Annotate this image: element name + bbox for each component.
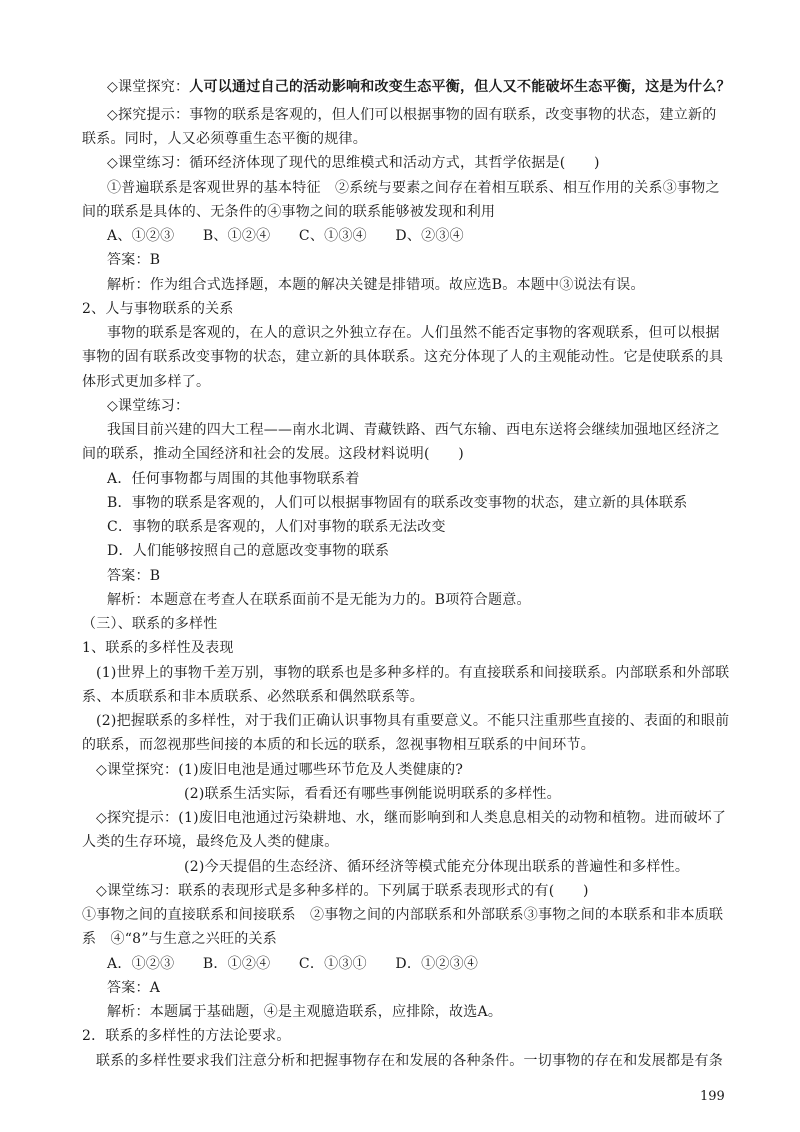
text-line: ◇课堂探究：(1)废旧电池是通过哪些环节危及人类健康的? — [96, 762, 464, 778]
text-line: ①事物之间的直接联系和间接联系 ②事物之间的内部联系和外部联系③事物之间的本联系和非本质联 — [82, 907, 724, 923]
option-line: A．任何事物都与周围的其他事物联系着 — [107, 471, 360, 487]
text-line: (2)把握联系的多样性，对于我们正确认识事物具有重要意义。不能只注重那些直接的、表面的和眼前 — [96, 713, 730, 729]
text-line — [107, 76, 731, 98]
text-line: ◇探究提示：(1)废旧电池通过污染耕地、水，继而影响到和人类息息相关的动物和植物。进而破坏了 — [96, 810, 727, 826]
section-heading: 2、人与事物联系的关系 — [82, 301, 234, 317]
text-line: 系 ④“8”与生意之兴旺的关系 — [82, 931, 277, 947]
text-line: 答案：B — [107, 252, 161, 268]
text-line: 体形式更加多样了。 — [82, 374, 211, 390]
section-heading: 2．联系的多样性的方法论要求。 — [82, 1028, 291, 1044]
text-line: 解析：本题属于基础题，④是主观臆造联系，应排除，故选A。 — [107, 1004, 503, 1020]
option-line: D．人们能够按照自己的意愿改变事物的联系 — [107, 543, 390, 559]
text-line: 事物的固有联系改变事物的状态，建立新的具体联系。这充分体现了人的主观能动性。它是使联系的具 — [82, 349, 724, 365]
text-line: 间的联系，推动全国经济和社会的发展。这段材料说明( ) — [82, 446, 464, 462]
text-line: ◇探究提示：事物的联系是客观的，但人们可以根据事物的固有联系，改变事物的状态，建立新的 — [107, 107, 717, 123]
text-line: ◇课堂练习：联系的表现形式是多种多样的。下列属于联系表现形式的有( ) — [96, 883, 589, 899]
page-number: 199 — [700, 1089, 725, 1104]
section-heading: （三）、联系的多样性 — [82, 616, 218, 632]
text-line: 系、本质联系和非本质联系、必然联系和偶然联系等。 — [82, 689, 424, 705]
text-line: 答案：B — [107, 568, 161, 584]
text-line: 人类的生存环境，最终危及人类的健康。 — [82, 834, 339, 850]
text-line: ◇课堂练习：循环经济体现了现代的思维模式和活动方式，其哲学依据是( ) — [107, 155, 600, 171]
text-line: 事物的联系是客观的，在人的意识之外独立存在。人们虽然不能否定事物的客观联系，但可以根据 — [107, 325, 720, 341]
text-line: (2)今天提倡的生态经济、循环经济等模式能充分体现出联系的普遍性和多样性。 — [184, 859, 690, 875]
option-line: A．①②③ B．①②④ C．①③① D．①②③④ — [107, 956, 479, 972]
text-line: 解析：本题意在考查人在联系面前不是无能为力的。B项符合题意。 — [107, 592, 531, 608]
text-line: ①普遍联系是客观世界的基本特征 ②系统与要素之间存在着相互联系、相互作用的关系③事物之 — [107, 180, 720, 196]
text-line: 我国目前兴建的四大工程——南水北调、青藏铁路、西气东输、西电东送将会继续加强地区经济之 — [107, 422, 720, 438]
option-line: C．事物的联系是客观的，人们对事物的联系无法改变 — [107, 519, 446, 535]
text-line: 联系的多样性要求我们注意分析和把握事物存在和发展的各种条件。一切事物的存在和发展都是有条 — [96, 1053, 723, 1069]
text-label: ◇课堂探究： — [107, 79, 190, 95]
text-line: ◇课堂练习： — [107, 398, 190, 414]
text-line: 答案：A — [107, 980, 161, 996]
text-line: 的联系，而忽视那些间接的本质的和长远的联系，忽视事物相互联系的中间环节。 — [82, 737, 595, 753]
bold-question: 人可以通过自己的活动影响和改变生态平衡，但人又不能破坏生态平衡，这是为什么？ — [189, 79, 731, 95]
option-line: B．事物的联系是客观的，人们可以根据事物固有的联系改变事物的状态，建立新的具体联系 — [107, 495, 688, 511]
text-line: 联系。同时，人又必须尊重生态平衡的规律。 — [82, 131, 367, 147]
text-line: 间的联系是具体的、无条件的④事物之间的联系能够被发现和利用 — [82, 204, 496, 220]
section-heading: 1、联系的多样性及表现 — [82, 640, 234, 656]
text-line: (2)联系生活实际，看看还有哪些事例能说明联系的多样性。 — [184, 786, 561, 802]
text-line: A、①②③ B、①②④ C、①③④ D、②③④ — [107, 228, 464, 244]
text-line: 解析：作为组合式选择题，本题的解决关键是排错项。故应选B。本题中③说法有误。 — [107, 277, 645, 293]
text-line: (1)世界上的事物千差万别，事物的联系也是多种多样的。有直接联系和间接联系。内部联系和外部联 — [96, 665, 730, 681]
